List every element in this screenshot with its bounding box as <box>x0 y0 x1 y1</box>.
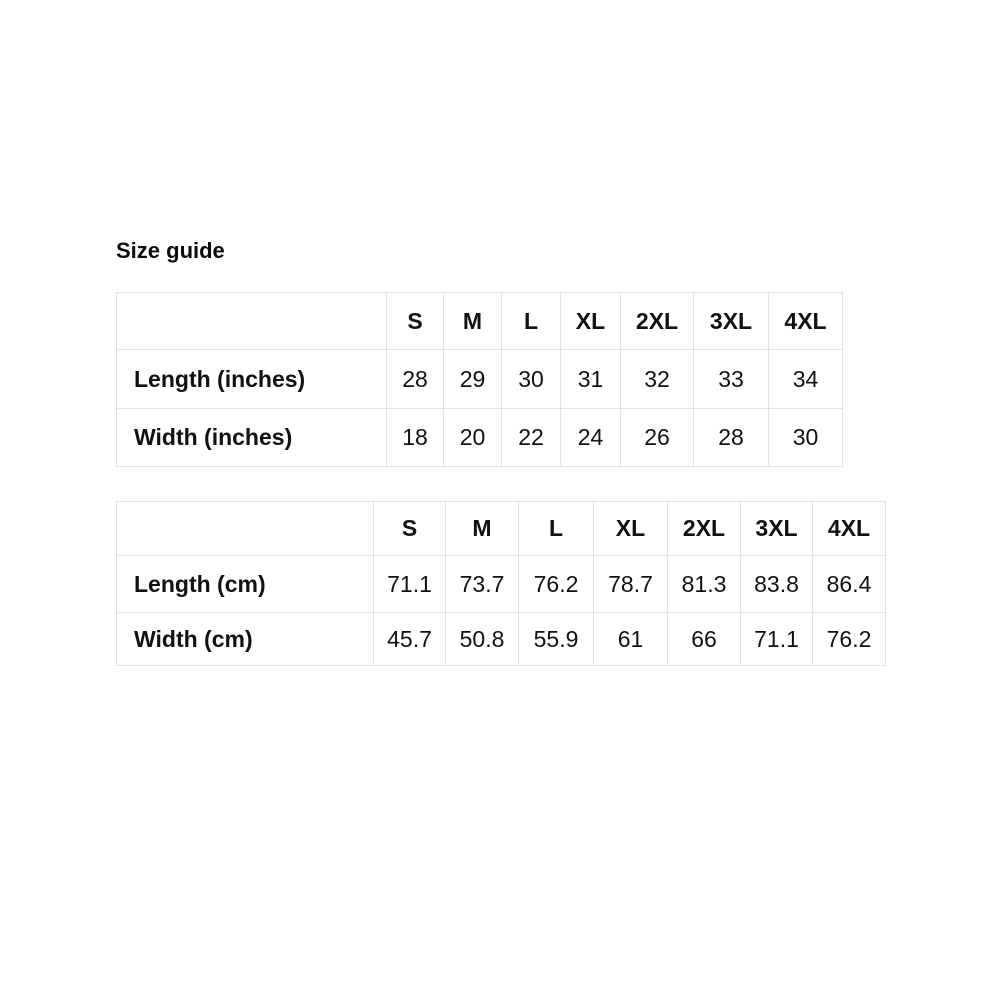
value-cell: 22 <box>502 409 561 467</box>
col-header-3xl: 3XL <box>741 502 813 556</box>
header-row <box>117 293 843 350</box>
value-cell: 33 <box>694 350 769 409</box>
col-header-s: S <box>387 293 444 350</box>
value-cell: 76.2 <box>519 556 594 613</box>
col-header-xl: XL <box>561 293 621 350</box>
value-cell: 55.9 <box>519 613 594 666</box>
value-cell: 81.3 <box>668 556 741 613</box>
value-cell: 18 <box>387 409 444 467</box>
row-label: Width (cm) <box>117 613 374 666</box>
col-header-xl: XL <box>594 502 668 556</box>
table-row-width-cm <box>117 613 886 666</box>
col-header-3xl: 3XL <box>694 293 769 350</box>
table-row-length-inches <box>117 350 843 409</box>
col-header-2xl: 2XL <box>621 293 694 350</box>
table-row-length-cm <box>117 556 886 613</box>
col-header-m: M <box>444 293 502 350</box>
corner-cell <box>117 502 374 556</box>
row-label: Length (inches) <box>117 350 387 409</box>
value-cell: 30 <box>502 350 561 409</box>
col-header-2xl: 2XL <box>668 502 741 556</box>
value-cell: 20 <box>444 409 502 467</box>
value-cell: 26 <box>621 409 694 467</box>
value-cell: 73.7 <box>446 556 519 613</box>
value-cell: 66 <box>668 613 741 666</box>
corner-cell <box>117 293 387 350</box>
value-cell: 45.7 <box>374 613 446 666</box>
row-label: Length (cm) <box>117 556 374 613</box>
size-table-cm <box>116 501 886 666</box>
value-cell: 32 <box>621 350 694 409</box>
value-cell: 86.4 <box>813 556 886 613</box>
value-cell: 28 <box>694 409 769 467</box>
value-cell: 71.1 <box>374 556 446 613</box>
size-table-inches <box>116 292 843 467</box>
value-cell: 76.2 <box>813 613 886 666</box>
col-header-l: L <box>502 293 561 350</box>
value-cell: 61 <box>594 613 668 666</box>
value-cell: 50.8 <box>446 613 519 666</box>
value-cell: 78.7 <box>594 556 668 613</box>
value-cell: 34 <box>769 350 843 409</box>
value-cell: 30 <box>769 409 843 467</box>
header-row <box>117 502 886 556</box>
col-header-4xl: 4XL <box>769 293 843 350</box>
page-title: Size guide <box>116 238 225 263</box>
col-header-m: M <box>446 502 519 556</box>
value-cell: 71.1 <box>741 613 813 666</box>
value-cell: 83.8 <box>741 556 813 613</box>
col-header-l: L <box>519 502 594 556</box>
value-cell: 24 <box>561 409 621 467</box>
value-cell: 29 <box>444 350 502 409</box>
value-cell: 31 <box>561 350 621 409</box>
col-header-s: S <box>374 502 446 556</box>
row-label: Width (inches) <box>117 409 387 467</box>
value-cell: 28 <box>387 350 444 409</box>
col-header-4xl: 4XL <box>813 502 886 556</box>
table-row-width-inches <box>117 409 843 467</box>
